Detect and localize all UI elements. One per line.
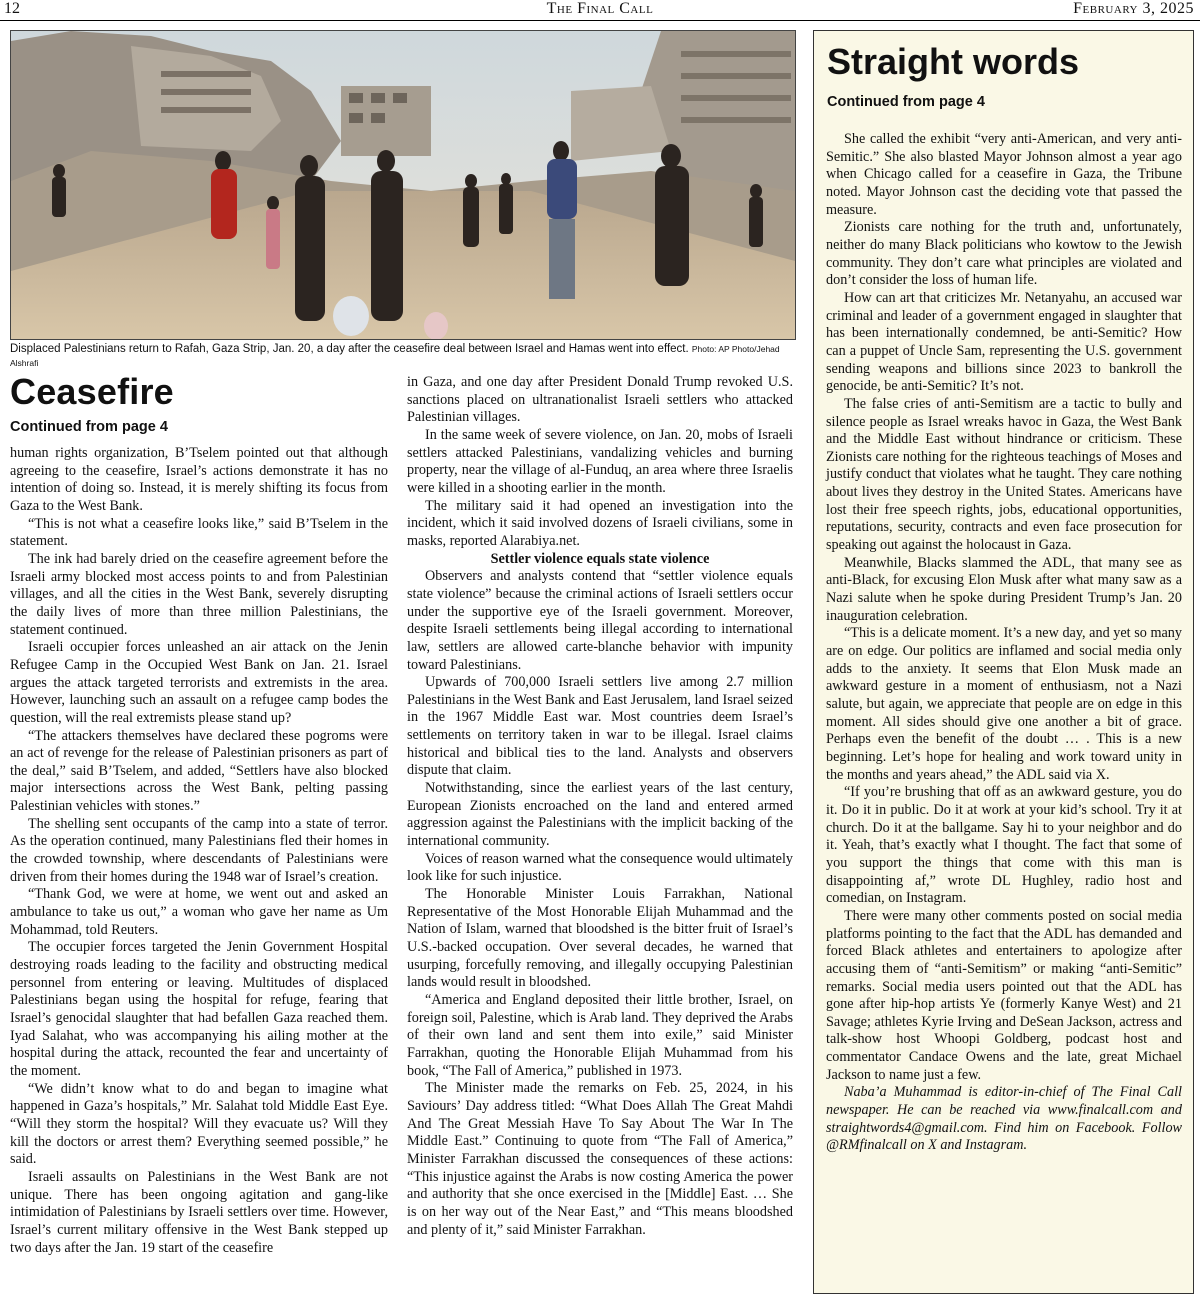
article-headline: Ceasefire (10, 371, 174, 412)
paragraph: Zionists care nothing for the truth and, unfortunately, neither do many Black politicians who kowtow to the Jewish community. They don’t care what principles are violated and don’t consider the loss of human life. (826, 219, 1182, 289)
photo-caption (10, 342, 800, 370)
page-number: 12 (4, 0, 20, 17)
paragraph: Meanwhile, Blacks slammed the ADL, that many see as anti-Black, for excusing Elon Musk after what many saw as a Nazi salute when he spoke during President Trump’s Jan. 20 inauguration celebration. (826, 554, 1182, 624)
paragraph: in Gaza, and one day after President Donald Trump revoked U.S. sanctions placed on ultranationalist Israeli settlers who attacked Palestinian villages. (407, 374, 793, 426)
paper-name: The Final Call (546, 0, 654, 17)
paragraph: The ink had barely dried on the ceasefire agreement before the Israeli army blocked most access points to and from Palestinian villages, and all the cities in the West Bank, severely disrupting the daily lives of more than three million Palestinians, the statement continued. (10, 550, 388, 638)
news-photo (10, 30, 796, 340)
paragraph: Voices of reason warned what the consequence would ultimately look like for such injustice. (407, 850, 793, 885)
column-continued-note: Continued from page 4 (827, 94, 985, 110)
paragraph: “If you’re brushing that off as an awkward gesture, you do it. Do it in public. Do it at work at your kid’s school. Try it at church. Do it at the ballgame. Say hi to your neighbor and do it. Yeah, that’s exactly what I thought. The fact that some of you support the things that come with this man is disappointing af,” wrote DL Hughley, radio host and comedian, on Instagram. (826, 784, 1182, 907)
photo-credit: Photo: AP Photo/Jehad Alshrafi (10, 344, 780, 368)
paragraph: “Thank God, we were at home, we went out and asked an ambulance to take us out,” a woman who gave her name as Um Mohammad, told Reuters. (10, 886, 388, 938)
paragraph: The shelling sent occupants of the camp into a state of terror. As the operation continued, many Palestinians fled their homes in the crowded township, where descendants of Palestinians were driven from their homes during the 1948 war of Israel’s creation. (10, 815, 388, 885)
issue-date: February 3, 2025 (1073, 0, 1194, 17)
article-continued-note: Continued from page 4 (10, 419, 168, 435)
paragraph: Upwards of 700,000 Israeli settlers live among 2.7 million Palestinians in the West Bank and East Jerusalem, land Israel seized in the 1967 Middle East war. Most countries deem Israel’s settlements on territory taken in war to be illegal. Israel claims historical and biblical ties to the land. Analysts and observers dispute that claim. (407, 674, 793, 779)
paragraph: The occupier forces targeted the Jenin Government Hospital destroying roads leading to the facility and obstructing medical personnel from entering or leaving. Multitudes of displaced Palestinians began using the hospital for refuge, fearing that Israel’s genocidal slaughter that had befallen Gaza reached them. Iyad Salahat, who was accompanying his ailing mother at the hospital during the attack, recounted the fear and uncertainty of the moment. (10, 939, 388, 1079)
paragraph: She called the exhibit “very anti-American, and very anti-Semitic.” She also blasted Mayor Johnson almost a year ago when Chicago called for a ceasefire in Gaza, the Tribune noted. Mayor Johnson cast the deciding vote that passed the measure. (826, 131, 1182, 218)
article-subhead: Settler violence equals state violence (490, 550, 710, 567)
paragraph: How can art that criticizes Mr. Netanyahu, an accused war criminal and leader of a government engaged in slaughter that has been internationally condemned, be anti-Semitic? How can a puppet of Uncle Sam, representing the U.S. government sending weapons and billions since 2023 to bankroll the genocide, be anti-Semitic? It’s not. (826, 289, 1182, 395)
caption-text: Displaced Palestinians return to Rafah, Gaza Strip, Jan. 20, a day after the ceasefire deal between Israel and Hamas went into effect. (10, 343, 689, 355)
paragraph: There were many other comments posted on social media platforms pointing to the fact that the ADL has demanded and forced Black athletes and entertainers to apologize after accusing them of “anti-Semitism” or making “anti-Semitic” remarks. Social media users pointed out that the ADL has gone after hip-hop artists Ye (formerly Kanye West) and 21 Savage; athletes Kyrie Irving and DeSean Jackson, actress and talk-show host Whoopi Goldberg, podcast host and commentator Candace Owens and the late, great Michael Jackson to name just a few. (826, 907, 1182, 1083)
straight-words-column-box (813, 30, 1194, 1294)
article-column-2 (407, 374, 793, 1239)
column-body (826, 131, 1182, 1155)
author-bio: Naba’a Muhammad is editor-in-chief of The Final Call newspaper. He can be reached via www.finalcall.com and straightwords4@gmail.com. Find him on Facebook. Follow @RMfinalcall on X and Instagram. (826, 1084, 1182, 1154)
rafah-street-photo (11, 31, 795, 339)
paragraph: “This is a delicate moment. It’s a new day, and yet so many are on edge. Our politics are inflamed and social media only adds to the anxiety. It seems that Elon Musk made an awkward gesture in a moment of enthusiasm, not a Nazi salute, but again, we appreciate that people are on edge in this moment. All sides should give one another a bit of grace. Perhaps even the benefit of the doubt … . This is a new beginning. Let’s hope for healing and work toward unity in the months and years ahead,” the ADL said via X. (826, 625, 1182, 783)
paragraph: “The attackers themselves have declared these pogroms were an act of revenge for the release of Palestinian prisoners as part of the deal,” said B’Tselem, and added, “Settlers have also blocked major intersections across the West Bank, pelting passing Palestinian vehicles with stones.” (10, 727, 388, 815)
paragraph: Israeli assaults on Palestinians in the West Bank are not unique. There has been ongoing agitation and gang-like intimidation of Palestinians by Israeli settlers over time. However, Israel’s current military offensive in the West Bank stepped up two days after the Jan. 19 start of the ceasefire (10, 1168, 388, 1256)
paragraph: Israeli occupier forces unleashed an air attack on the Jenin Refugee Camp in the Occupied West Bank on Jan. 21. Israel argues the attack targeted terrorists and extremists in the area. However, launching such an assault on a refugee camp bodes the question, will the real extremists please stand up? (10, 639, 388, 726)
paragraph: The false cries of anti-Semitism are a tactic to bully and silence people as Israel wreaks havoc in Gaza, the West Bank and the Middle East without hindrance or criticism. These Zionists care nothing for the righteous teachings of Moses and justify conduct that violates what he taught. They care nothing about lives they destroy in the United States. Americans have lost their free speech rights, jobs, educational opportunities, reputations, security, contracts and even face prosecution for speaking out against the holocaust in Gaza. (826, 395, 1182, 554)
paragraph: The Minister made the remarks on Feb. 25, 2024, in his Saviours’ Day address titled: “What Does Allah The Great Mahdi And The Great Messiah Have To Say About The War In The Middle East.” Continuing to quote from “The Fall of America,” Minister Farrakhan discussed the consequences of these actions: “This injustice against the Arabs is now costing America the power and authority that she once exercised in the [Middle] East. … She is on her way out of the Near East,” and “This means bloodshed and plenty of it,” said Minister Farrakhan. (407, 1080, 793, 1238)
paragraph: The Honorable Minister Louis Farrakhan, National Representative of the Most Honorable Elijah Muhammad and the Nation of Islam, warned that bloodshed is the bitter fruit of Israel’s U.S.-backed occupation. Over several decades, he warned that usurping, forcefully removing, and illegally occupying Palestinian lands would result in bloodshed. (407, 886, 793, 991)
paragraph: “We didn’t know what to do and began to imagine what happened in Gaza’s hospitals,” Mr. Salahat told Middle East Eye. “Will they storm the hospital? Will they evacuate us? Will they kill the doctors or arrest them? Everything seemed possible,” he said. (10, 1080, 388, 1168)
paragraph: Observers and analysts contend that “settler violence equals state violence” because the criminal actions of Israeli settlers occur under the supportive eye of the Israeli government. Moreover, despite Israeli settlements being illegal according to international law, settlers are allowed carte-blanche behavior with impunity toward Palestinians. (407, 568, 793, 673)
article-column-1 (10, 445, 388, 1257)
column-title: Straight words (827, 41, 1080, 82)
paragraph: human rights organization, B’Tselem pointed out that although agreeing to the ceasefire, Israel’s actions demonstrate it has no intention of doing so. Instead, it is merely shifting its focus from Gaza to the West Bank. (10, 445, 388, 514)
paragraph: In the same week of severe violence, on Jan. 20, mobs of Israeli settlers attacked Palestinians, vandalizing vehicles and burning property, near the village of al-Funduq, an area where three Israelis were killed in a shooting earlier in the month. (407, 426, 793, 496)
paragraph: Notwithstanding, since the earliest years of the last century, European Zionists encroached on the land and entered armed aggression against the Palestinians with the implicit backing of the international community. (407, 780, 793, 850)
masthead (0, 0, 1200, 21)
paragraph: The military said it had opened an investigation into the incident, which it said involved dozens of Israeli civilians, some in masks, reported Alarabiya.net. (407, 497, 793, 549)
paragraph: “This is not what a ceasefire looks like,” said B’Tselem in the statement. (10, 515, 388, 550)
paragraph: “America and England deposited their little brother, Israel, on foreign soil, Palestine, which is Arab land. They deprived the Arabs of their own land and sent them into exile,” said Minister Farrakhan, quoting the Honorable Elijah Muhammad from his book, “The Fall of America,” published in 1973. (407, 991, 793, 1079)
